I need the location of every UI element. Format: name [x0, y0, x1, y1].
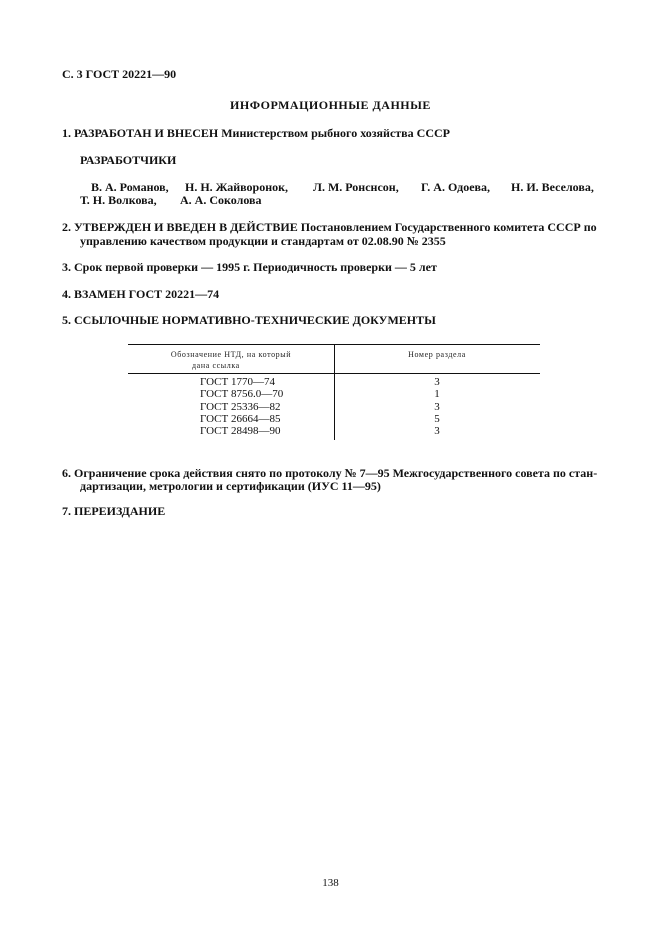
- table-header-ntd: [128, 349, 334, 371]
- item-7-reissue: 7. ПЕРЕИЗДАНИЕ: [62, 504, 166, 518]
- table-cell-section: 5: [434, 412, 440, 425]
- developers-heading: РАЗРАБОТЧИКИ: [80, 153, 177, 167]
- table-cell-ntd: ГОСТ 1770—74: [200, 376, 275, 388]
- table-header-ntd-line1: Обозначение НТД, на который: [170, 350, 292, 359]
- item-6-limitation: 6. Ограничение срока действия снято по протоколу № 7—95 Межгосударственного совета по стан-: [62, 466, 598, 480]
- developer-name: Н. Н. Жайворонок,: [185, 180, 289, 194]
- table-header-ntd-line2: дана ссылка: [192, 361, 240, 370]
- item-6-limitation-cont: дартизации, метрологии и сертификации (ИУС 11—95): [80, 479, 381, 493]
- section-title: ИНФОРМАЦИОННЫЕ ДАННЫЕ: [230, 98, 431, 112]
- developer-name: Н. И. Веселова,: [511, 180, 594, 194]
- item-2-approved-cont: управлению качеством продукции и стандартам от 02.08.90 № 2355: [80, 234, 446, 248]
- page-number: 138: [322, 877, 339, 889]
- developer-name: В. А. Романов,: [91, 180, 169, 194]
- item-1-developed-by: 1. РАЗРАБОТАН И ВНЕСЕН Министерством рыбного хозяйства СССР: [62, 126, 450, 140]
- table-cell-section: 3: [434, 400, 440, 413]
- table-cell-section: 3: [434, 376, 440, 388]
- references-table: [128, 344, 540, 440]
- item-5-references: 5. ССЫЛОЧНЫЕ НОРМАТИВНО-ТЕХНИЧЕСКИЕ ДОКУМЕНТЫ: [62, 313, 436, 327]
- developer-name: А. А. Соколова: [180, 193, 262, 207]
- table-cell-section: 1: [434, 388, 440, 401]
- table-header-section: Номер раздела: [408, 350, 466, 359]
- table-cell-ntd: ГОСТ 8756.0—70: [200, 388, 284, 401]
- table-column-section: [334, 376, 540, 437]
- developer-name: Т. Н. Волкова,: [80, 193, 157, 207]
- table-cell-ntd: ГОСТ 26664—85: [200, 412, 281, 425]
- table-cell-ntd: ГОСТ 28498—90: [200, 425, 281, 438]
- table-cell-ntd: ГОСТ 25336—82: [200, 400, 281, 413]
- developer-name: Г. А. Одоева,: [421, 180, 490, 194]
- item-2-approved: 2. УТВЕРЖДЕН И ВВЕДЕН В ДЕЙСТВИЕ Постановлением Государственного комитета СССР по: [62, 220, 597, 234]
- item-3-review-period: 3. Срок первой проверки — 1995 г. Периодичность проверки — 5 лет: [62, 260, 437, 274]
- page-header: С. 3 ГОСТ 20221—90: [62, 67, 177, 81]
- developer-name: Л. М. Ронснсон,: [313, 180, 399, 194]
- table-column-ntd: [200, 376, 283, 437]
- table-cell-section: 3: [434, 425, 440, 438]
- item-4-replaces: 4. ВЗАМЕН ГОСТ 20221—74: [62, 287, 220, 301]
